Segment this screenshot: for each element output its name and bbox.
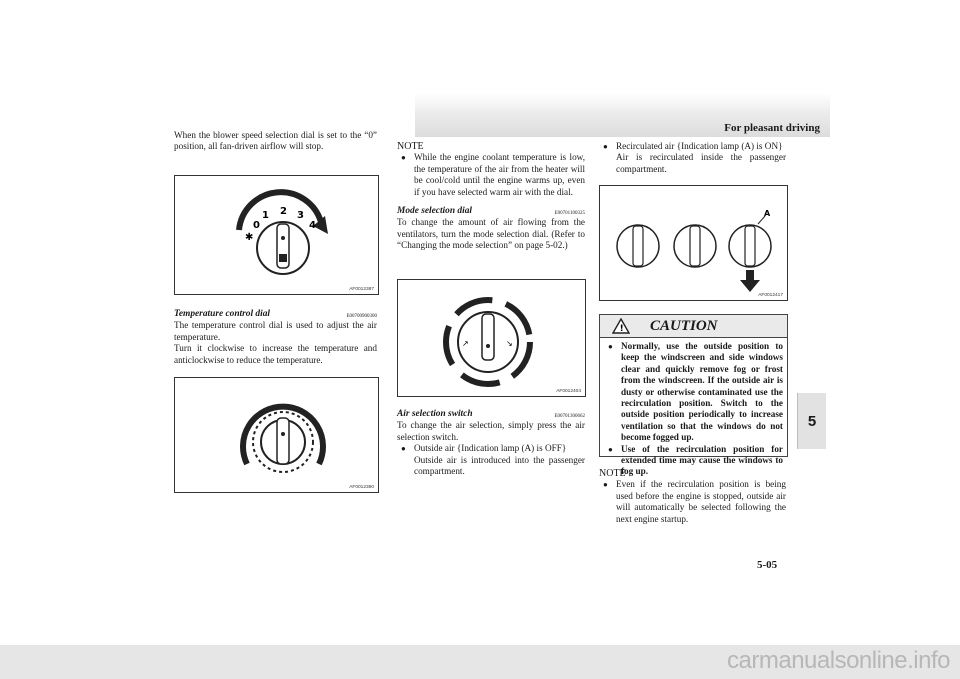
mode-heading-text: Mode selection dial bbox=[397, 206, 472, 217]
caution-text-2: Use of the recirculation position for extended time may cause the windows to fog up. bbox=[621, 443, 783, 477]
caution-header bbox=[600, 315, 787, 338]
mode-code: E00701100325 bbox=[554, 211, 585, 217]
mode-heading bbox=[397, 206, 585, 217]
figure-code: AF0012387 bbox=[349, 287, 374, 292]
blower-dial-figure bbox=[174, 175, 379, 295]
note-label: NOTE bbox=[397, 141, 424, 152]
footer-bar bbox=[0, 645, 960, 679]
climate-panel-illustration bbox=[600, 186, 787, 300]
indicator-label: A bbox=[764, 209, 771, 218]
temperature-heading-text: Temperature control dial bbox=[174, 309, 271, 319]
figure-code: AF0012390 bbox=[349, 485, 374, 490]
note-item bbox=[599, 479, 786, 525]
bullet-icon: ● bbox=[603, 480, 608, 490]
dial-number-2: 2 bbox=[280, 206, 287, 217]
press-arrow-icon bbox=[740, 270, 760, 292]
section-title: For pleasant driving bbox=[724, 122, 820, 134]
vent-mode-icon: ↗ bbox=[462, 339, 469, 348]
fan-icon: ✱ bbox=[245, 232, 254, 243]
temperature-dial-illustration bbox=[175, 378, 378, 492]
air-code: E00701300662 bbox=[554, 414, 585, 419]
caution-item-1 bbox=[604, 341, 783, 444]
note-text: Even if the recirculation position is being used before the engine is stopped, outside air will automatically be selected following the next engine startup. bbox=[616, 479, 786, 524]
watermark-text: carmanualsonline.info bbox=[727, 647, 950, 674]
figure-code: AF0012417 bbox=[758, 293, 783, 298]
mode-text: To change the amount of air flowing from the ventilators, turn the mode selection dial. (Refer to “Changing the mode selection” on page 5-02.) bbox=[397, 217, 585, 251]
mode-dial-figure bbox=[397, 279, 586, 397]
blower-intro-text: When the blower speed selection dial is set to the “0” position, all fan-driven airflow will stop. bbox=[174, 130, 377, 152]
note-label: NOTE bbox=[599, 468, 626, 479]
air-selection-section bbox=[397, 409, 585, 477]
svg-text:!: ! bbox=[619, 324, 624, 334]
temperature-section bbox=[174, 309, 377, 366]
temperature-dial-figure bbox=[174, 377, 379, 493]
outside-air-title: Outside air {Indication lamp (A) is OFF} bbox=[414, 443, 567, 454]
caution-text-1: Normally, use the outside position to keep the windscreen and side windows clear and quickly remove fog or frost from the windscreen. If the outside air is dusty or otherwise contaminated use the recirculation position. Switch to the outside position periodically to increase ventilation so that the windows do not become fogged up. bbox=[621, 341, 783, 443]
dial-number-1: 1 bbox=[262, 210, 269, 221]
bullet-icon: ● bbox=[401, 153, 406, 163]
dial-number-3: 3 bbox=[297, 210, 304, 221]
page-number: 5-05 bbox=[757, 559, 778, 571]
bullet-icon: ● bbox=[401, 444, 406, 454]
figure-code: AF0012404 bbox=[556, 389, 581, 394]
note-section-2 bbox=[599, 468, 786, 525]
climate-panel-figure bbox=[599, 185, 788, 301]
note-text: While the engine coolant temperature is low, the temperature of the air from the heater will be cool/cold until the engine warms up, even if you have selected warm air with the dial. bbox=[414, 152, 585, 197]
mode-dial-illustration bbox=[398, 280, 585, 396]
bullet-icon: ● bbox=[608, 342, 613, 351]
recirculated-air-title: Recirculated air {Indication lamp (A) is ON} bbox=[616, 141, 783, 151]
air-heading-text: Air selection switch bbox=[397, 409, 473, 419]
caution-body bbox=[600, 338, 787, 478]
fan-symbol-icon bbox=[279, 254, 287, 262]
temperature-text-2: Turn it clockwise to increase the temperature and anticlockwise to reduce the temperature. bbox=[174, 343, 377, 365]
temperature-code: E00700900300 bbox=[346, 314, 377, 319]
warning-triangle-icon bbox=[612, 318, 630, 334]
dial-number-0: 0 bbox=[253, 220, 260, 231]
bullet-icon: ● bbox=[603, 142, 608, 151]
outside-air-text: Outside air is introduced into the passenger compartment. bbox=[414, 454, 585, 477]
chapter-tab: 5 bbox=[797, 393, 826, 449]
column-1 bbox=[174, 130, 377, 153]
temperature-text-1: The temperature control dial is used to adjust the air temperature. bbox=[174, 320, 377, 342]
outside-air-item bbox=[397, 443, 585, 477]
air-heading bbox=[397, 409, 585, 420]
recirculated-air-item bbox=[599, 141, 786, 175]
bullet-icon: ● bbox=[608, 444, 613, 454]
column-2 bbox=[397, 141, 585, 252]
note-item bbox=[397, 152, 585, 198]
recirculated-air-text: Air is recirculated inside the passenger compartment. bbox=[616, 152, 786, 174]
floor-mode-icon: ↘ bbox=[506, 339, 513, 348]
blower-dial-illustration bbox=[175, 176, 378, 294]
dial-number-4: 4 bbox=[309, 220, 316, 231]
column-3 bbox=[599, 141, 786, 175]
caution-title: CAUTION bbox=[650, 318, 718, 334]
temperature-heading bbox=[174, 309, 377, 320]
air-text: To change the air selection, simply press the air selection switch. bbox=[397, 420, 585, 442]
